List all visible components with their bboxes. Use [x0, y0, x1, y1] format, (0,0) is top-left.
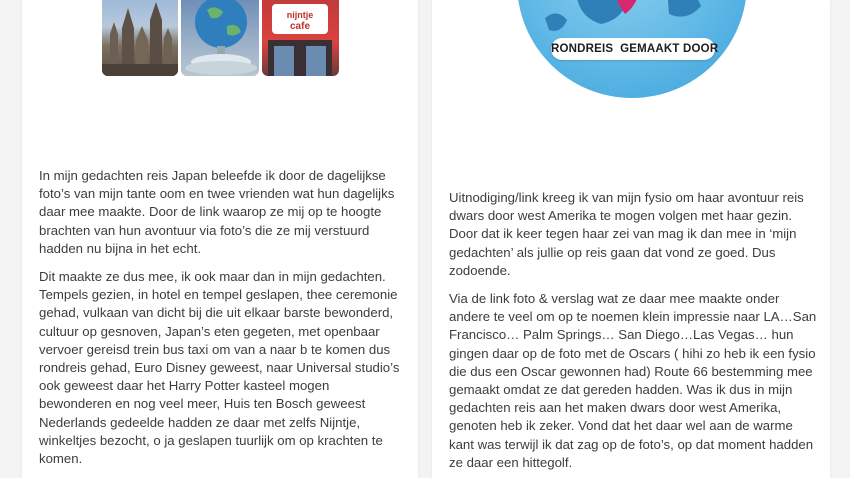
globe-fountain-photo[interactable]	[181, 0, 259, 76]
castle-photo[interactable]	[102, 0, 178, 76]
left-article-card	[22, 0, 418, 478]
right-article-text	[449, 189, 819, 478]
roundtrip-graphic[interactable]	[517, 0, 747, 98]
left-article-text	[39, 167, 404, 478]
left-paragraph-2: Dit maakte ze dus mee, ik ook maar dan in mijn gedachten. Tempels gezien, in hotel en tempel geslapen, thee ceremonie gehad, vulkaan van dicht bij die uit elkaar barste bewonderd, cultuur op gesnoven, Japan’s eten gegeten, met openbaar vervoer gereisd trein bus taxi om van a naar b te komen dus rondreis gehad, Euro Disney geweest, naar Universal studio’s ook geweest daar het Harry Potter kasteel mogen bewonderen en nog veel meer, Huis ten Bosch geweest Nederlands gedeelde hadden ze daar met zelfs Nijntje, winkeltjes bezocht, o ja geslapen tuurlijk om op krachten te komen.	[39, 269, 400, 467]
right-paragraph-2: Via de link foto & verslag wat ze daar mee maakte onder andere te veel om op te noemen klein impressie naar LA…San Francisco… Palm Springs… San Diego…Las Vegas… hun gingen daar op de foto met de Oscars ( hihi zo heb ik een fysio die dus een Oscar gewonnen had) Route 66 bestemming mee gemaakt omdat ze dat gereden hadden. Was ik dus in mijn gedachten reis aan het maken dwars door west Amerika, genoten heb ik zeker. Vond dat het daar wel aan de warme kant was terwijl ik dat zag op de foto’s, op dat moment hadden ze daar een hittegolf.	[449, 291, 817, 470]
right-paragraph-1: Uitnodiging/link kreeg ik van mijn fysio om haar avontuur reis dwars door west Amerika te mogen volgen met haar gezin. Door dat ik keer tegen haar zei van mag ik dan mee in ‘mijn gedachten’ als jullie op reis gaan dat vond ze goed. Dus zodoende.	[449, 190, 804, 278]
left-paragraph-1: In mijn gedachten reis Japan beleefde ik door de dagelijkse foto’s van mijn tante oom en twee vrienden wat hun dagelijks daar mee maakte. Door de link waarop ze mij op te hoogte brachten van hun avontuur via foto’s die ze mij verstuurd hadden nu bijna in het echt.	[39, 168, 395, 256]
globe-icon	[181, 0, 259, 76]
graphic-caption: RONDREIS GEMAAKT DOOR	[551, 38, 715, 60]
castle-icon	[102, 0, 178, 76]
nijntje-cafe-photo[interactable]	[262, 0, 339, 76]
cafe-sign-line2: cafe	[289, 21, 311, 32]
photo-collage	[102, 0, 340, 77]
right-article-card	[432, 0, 830, 478]
cafe-sign-line1: nijntje	[286, 10, 314, 20]
cafe-storefront-icon	[262, 0, 339, 76]
